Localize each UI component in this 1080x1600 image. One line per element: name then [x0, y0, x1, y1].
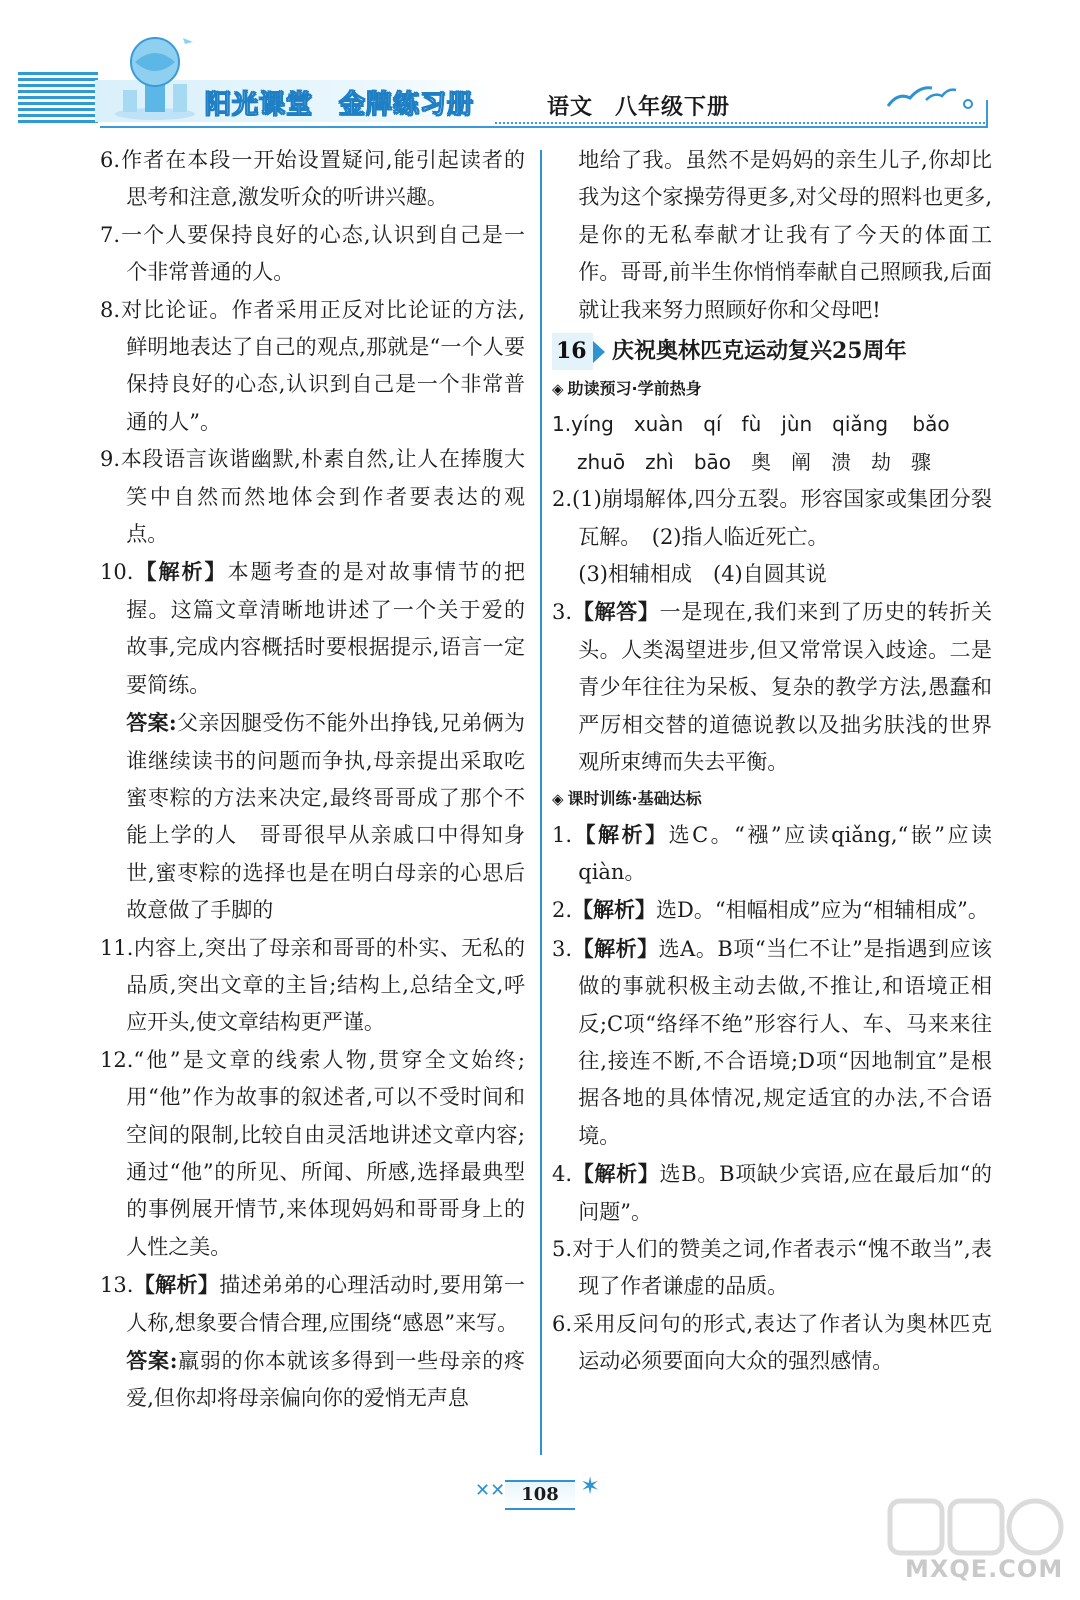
answer-label: 答案: — [126, 1348, 178, 1373]
subsection-title: 助读预习·学前热身 — [567, 379, 702, 399]
training-2-number: 2. — [552, 898, 573, 923]
section-number: 16 — [552, 333, 593, 370]
diamond-icon: ◈ — [552, 380, 564, 399]
answer-6: 6.作者在本段一开始设置疑问,能引起读者的思考和注意,激发听众的听讲兴趣。 — [100, 148, 525, 210]
subject-name: 语文 — [547, 95, 594, 120]
preview-3-number: 3. — [552, 600, 573, 625]
answer-13-analysis: 描述弟弟的心理活动时,要用第一人称,想象要合情合理,应围绕“感恩”来写。 — [126, 1273, 525, 1335]
training-3-number: 3. — [552, 936, 573, 961]
answer-10-answer — [100, 704, 525, 929]
training-3 — [552, 930, 992, 1155]
training-1 — [552, 816, 992, 892]
sparkle-icon: ✕✕ — [475, 1480, 506, 1501]
grade-name: 八年级下册 — [615, 95, 731, 120]
answer-10 — [100, 553, 525, 704]
training-6: 6.采用反问句的形式,表达了作者认为奥林匹克运动必须要面向大众的强烈感情。 — [552, 1311, 992, 1374]
birds-icon — [880, 78, 980, 114]
training-2-text: 选D。“相幅相成”应为“相辅相成”。 — [656, 898, 989, 923]
header-right-bar — [986, 100, 988, 128]
subsection-title: 课时训练·基础达标 — [567, 788, 702, 808]
pinyin-line-1: 1.yíng xuàn qí fù jùn qiǎng bǎo — [552, 412, 950, 437]
diamond-icon: ◈ — [552, 789, 564, 808]
preview-3-text: 一是现在,我们来到了历史的转折关头。人类渴望进步,但又常常误入歧途。二是青少年往往为呆板、复杂的教学方法,愚蠢和严厉相交替的道德说教以及拙劣肤浅的世界观所束缚而失去平衡。 — [578, 600, 992, 775]
training-1-text: 选C。“襁”应读qiǎng,“嵌”应读qiàn。 — [578, 822, 993, 884]
globe-logo-icon — [105, 24, 205, 124]
solution-tag: 【解答】 — [572, 599, 660, 625]
answer-8: 8.对比论证。作者采用正反对比论证的方法,鲜明地表达了自己的观点,那就是“一个人要保持良好的心态,认识到自己是一个非常普通的人”。 — [100, 297, 525, 434]
answer-12: 12.“他”是文章的线索人物,贯穿全文始终;用“他”作为故事的叙述者,可以不受时间和空间的限制,比较自由灵活地讲述文章内容;通过“他”的所见、所闻、所感,选择最典型的事例展开情节,来体现妈妈和哥哥身上的人性之美。 — [100, 1047, 525, 1259]
subsection-heading-preview — [552, 372, 992, 406]
page-number: 108 — [505, 1480, 575, 1510]
training-4-text: 选B。B项缺少宾语,应在最后加“的问题”。 — [578, 1162, 992, 1224]
section-title: 庆祝奥林匹克运动复兴25周年 — [611, 338, 907, 365]
answer-13-answer-text: 羸弱的你本就该多得到一些母亲的疼爱,但你却将母亲偏向你的爱悄无声息 — [126, 1349, 525, 1411]
brand-right: 金牌练习册 — [339, 90, 475, 120]
analysis-tag: 【解析】 — [572, 935, 659, 961]
palm-icon: ✶ — [580, 1472, 601, 1500]
training-3-text: 选A。B项“当仁不让”是指遇到应该做的事就积极主动去做,不推让,和语境正相反;C项“络绎不绝”形容行人、车、马来来往往,接连不断,不合语境;D项“因地制宜”是根据各地的具体情况,规定适宜的办法,不合语境。 — [578, 936, 992, 1148]
preview-2b: (3)相辅相成 (4)自圆其说 — [578, 562, 827, 587]
brand-title — [205, 84, 474, 121]
brand-left: 阳光课堂 — [205, 90, 314, 120]
analysis-tag: 【解析】 — [572, 897, 657, 923]
pinyin-line-2: zhuō zhì bāo 奥 阐 溃 劫 骤 — [577, 449, 932, 474]
answer-10-number: 10. — [100, 560, 134, 585]
answer-13 — [100, 1266, 525, 1342]
left-column — [100, 142, 525, 1418]
watermark-text: MXQE.COM — [905, 1555, 1064, 1583]
answer-13-number: 13. — [100, 1273, 134, 1298]
training-4 — [552, 1155, 992, 1231]
preview-2: 2.(1)崩塌解体,四分五裂。形容国家或集团分裂瓦解。 (2)指人临近死亡。 — [552, 487, 992, 549]
column-divider — [540, 150, 542, 1455]
subsection-heading-training — [552, 782, 992, 816]
subject-title — [547, 90, 730, 121]
answer-13-continued: 地给了我。虽然不是妈妈的亲生儿子,你却比我为这个家操劳得更多,对父母的照料也更多,是你的无私奉献才让我有了今天的体面工作。哥哥,前半生你悄悄奉献自己照顾我,后面就让我来努力照顾好你和父母吧! — [578, 148, 992, 322]
analysis-tag: 【解析】 — [133, 559, 228, 585]
answer-9: 9.本段语言诙谐幽默,朴素自然,让人在捧腹大笑中自然而然地体会到作者要表达的观点。 — [100, 447, 525, 547]
preview-3 — [552, 593, 992, 781]
analysis-tag: 【解析】 — [133, 1272, 220, 1298]
answer-13-answer — [100, 1342, 525, 1418]
analysis-tag: 【解析】 — [572, 1161, 660, 1187]
header-stripes — [18, 72, 98, 124]
header-dotted-line — [495, 122, 985, 124]
analysis-tag: 【解析】 — [572, 821, 669, 847]
answer-label: 答案: — [126, 710, 177, 736]
training-5: 5.对于人们的赞美之词,作者表示“愧不敢当”,表现了作者谦虚的品质。 — [552, 1236, 992, 1299]
header-rule — [100, 126, 988, 128]
answer-7: 7.一个人要保持良好的心态,认识到自己是一个非常普通的人。 — [100, 222, 525, 285]
section-heading — [552, 333, 992, 370]
answer-10-answer-text: 父亲因腿受伤不能外出挣钱,兄弟俩为谁继续读书的问题而争执,母亲提出采取吃蜜枣粽的方法来决定,最终哥哥成了那个不能上学的人 哥哥很早从亲戚口中得知身世,蜜枣粽的选择也是在明白母亲的心思后故意做了手脚的 — [126, 711, 525, 923]
training-4-number: 4. — [552, 1162, 573, 1187]
page-header — [0, 0, 1080, 140]
answer-10-analysis: 本题考查的是对故事情节的把握。这篇文章清晰地讲述了一个关于爱的故事,完成内容概括时要根据提示,语言一定要简练。 — [126, 560, 526, 697]
training-2 — [552, 891, 992, 929]
right-column — [552, 142, 992, 1381]
answer-11: 11.内容上,突出了母亲和哥哥的朴实、无私的品质,突出文章的主旨;结构上,总结全文,呼应开头,使文章结构更严谨。 — [100, 935, 525, 1035]
training-1-number: 1. — [552, 822, 573, 847]
